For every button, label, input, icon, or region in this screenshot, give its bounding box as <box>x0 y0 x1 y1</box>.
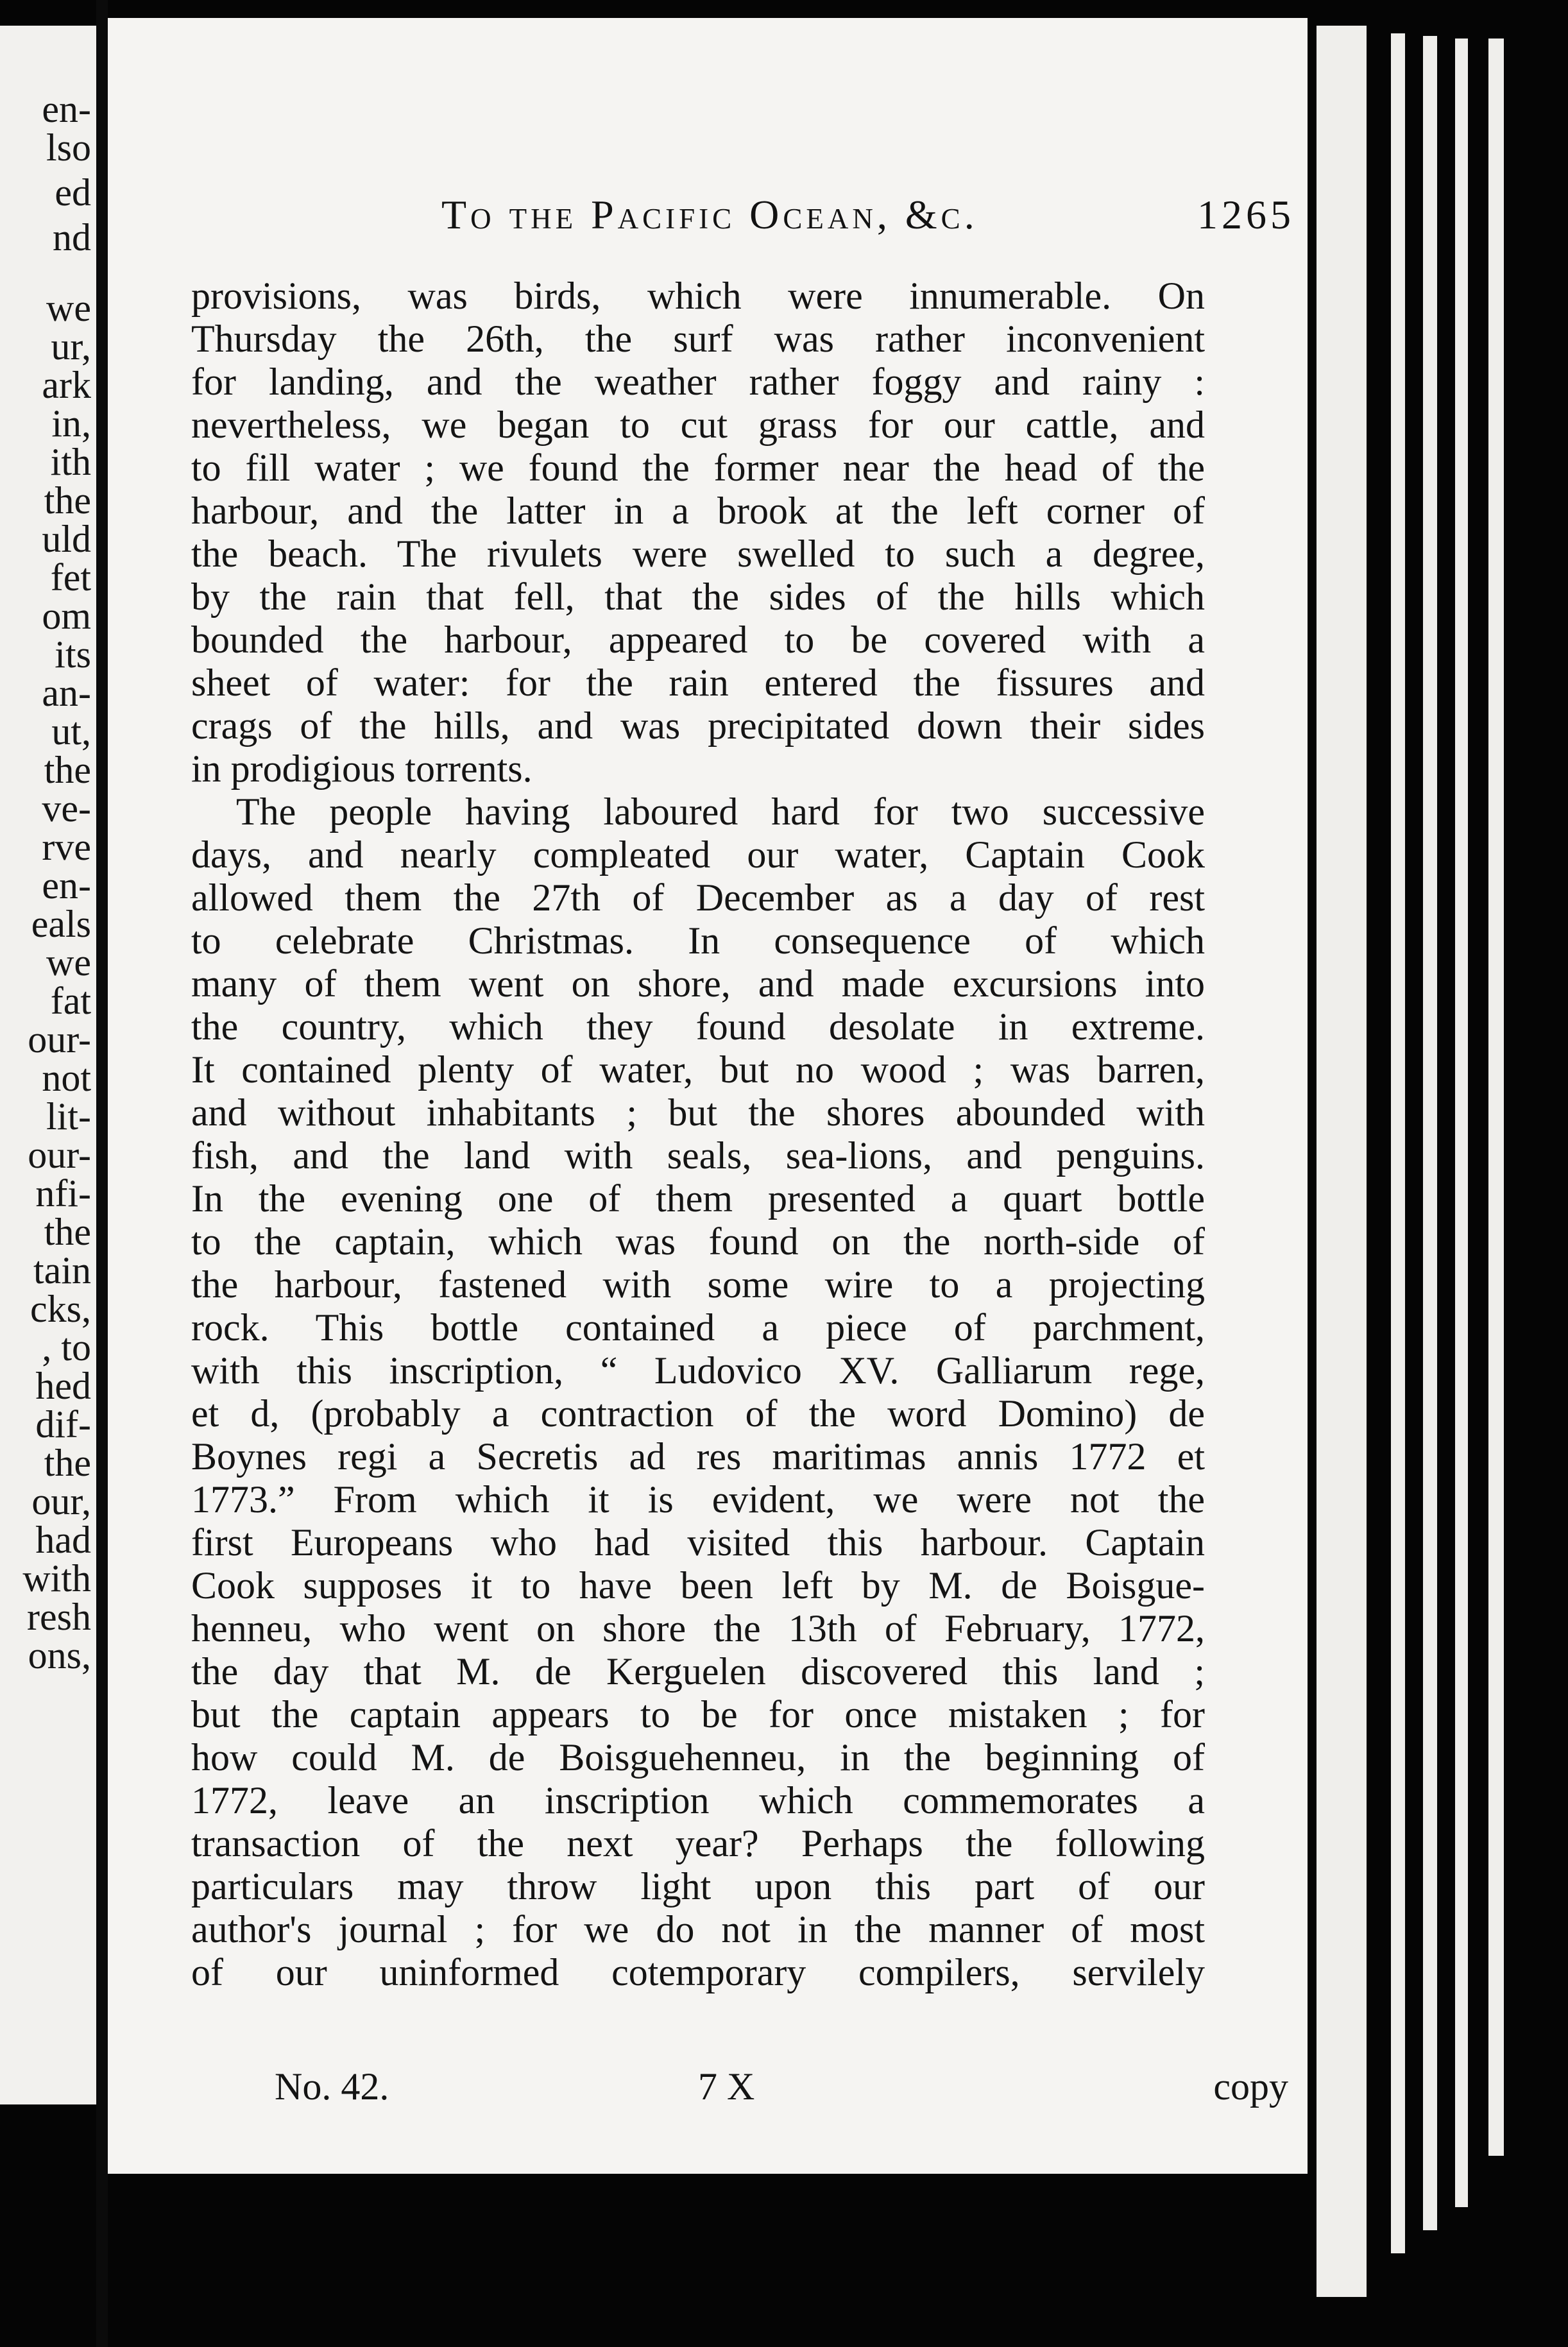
facing-page-line: we <box>46 941 91 984</box>
facing-page-line: our- <box>28 1134 91 1176</box>
facing-page-line: fat <box>50 980 91 1022</box>
text-line: of our uninformed cotemporary compilers, servilely <box>191 1951 1205 1993</box>
text-line: In the evening one of them presented a quart bottle <box>191 1177 1205 1220</box>
text-line: bounded the harbour, appeared to be covered with a <box>191 619 1205 661</box>
facing-page-line: lit- <box>46 1095 91 1138</box>
body-text <box>191 275 1205 1994</box>
facing-page-line: en- <box>42 88 91 130</box>
text-line: allowed them the 27th of December as a day of rest <box>191 876 1205 919</box>
text-line: the harbour, fastened with some wire to a projecting <box>191 1263 1205 1306</box>
text-line: the day that M. de Kerguelen discovered this land ; <box>191 1650 1205 1693</box>
text-line: fish, and the land with seals, sea-lions, and penguins. <box>191 1134 1205 1177</box>
text-line: the beach. The rivulets were swelled to such a degree, <box>191 533 1205 575</box>
text-line: henneu, who went on shore the 13th of February, 1772, <box>191 1607 1205 1650</box>
text-line: The people having laboured hard for two successive <box>236 790 1205 833</box>
facing-page-line: ed <box>55 171 91 214</box>
facing-page-line: ut, <box>51 710 91 753</box>
facing-page-line: our, <box>31 1480 91 1523</box>
text-line: to the captain, which was found on the north-side of <box>191 1220 1205 1263</box>
facing-page-line: in, <box>51 402 91 445</box>
facing-page-line: ve- <box>42 787 91 830</box>
page-edge <box>1391 33 1405 2253</box>
page-edge <box>1317 26 1367 2297</box>
text-line: transaction of the next year? Perhaps the following <box>191 1822 1205 1865</box>
facing-page-line: tain <box>33 1249 91 1292</box>
catchword: copy <box>1213 2065 1288 2108</box>
facing-page-line: had <box>35 1519 91 1561</box>
text-line: It contained plenty of water, but no wood ; was barren, <box>191 1048 1205 1091</box>
text-line: with this inscription, “ Ludovico XV. Galliarum rege, <box>191 1349 1205 1392</box>
facing-page-line: hed <box>35 1365 91 1407</box>
facing-page-line: eals <box>31 903 91 945</box>
page-edge <box>1488 38 1504 2156</box>
text-line: 1772, leave an inscription which commemorates a <box>191 1779 1205 1822</box>
facing-page-line: our- <box>28 1018 91 1061</box>
binding-gutter <box>96 0 108 2347</box>
facing-page-line: dif- <box>35 1403 91 1446</box>
text-line: how could M. de Boisguehenneu, in the beginning of <box>191 1736 1205 1779</box>
facing-page-line: om <box>42 595 91 637</box>
text-line: and without inhabitants ; but the shores abounded with <box>191 1091 1205 1134</box>
facing-page-line: resh <box>27 1596 91 1638</box>
text-line: many of them went on shore, and made excursions into <box>191 962 1205 1005</box>
facing-page-line: the <box>44 479 91 522</box>
facing-page-line: ith <box>50 441 91 483</box>
page-edge <box>1455 38 1468 2207</box>
running-title: To the Pacific Ocean, &c. <box>441 192 978 237</box>
facing-page-line: ons, <box>28 1634 91 1677</box>
text-line: author's journal ; for we do not in the manner of most <box>191 1908 1205 1950</box>
facing-page-line: ark <box>42 364 91 406</box>
facing-page-line: an- <box>42 672 91 714</box>
text-line: Thursday the 26th, the surf was rather inconvenient <box>191 318 1205 360</box>
text-line: first Europeans who had visited this harbour. Captain <box>191 1521 1205 1564</box>
facing-page-line: rve <box>42 826 91 868</box>
text-line: sheet of water: for the rain entered the fissures and <box>191 661 1205 704</box>
signature-mark: No. 42. <box>275 2065 389 2108</box>
facing-page-line: its <box>55 633 91 676</box>
page-edge <box>1423 36 1437 2230</box>
facing-page-line: nfi- <box>35 1172 91 1215</box>
facing-page-line: ur, <box>51 325 91 368</box>
page-number: 1265 <box>1197 192 1295 237</box>
text-line: provisions, was birds, which were innumerable. On <box>191 275 1205 317</box>
text-line: rock. This bottle contained a piece of parchment, <box>191 1306 1205 1349</box>
facing-page-line: with <box>22 1557 91 1600</box>
text-line: harbour, and the latter in a brook at the left corner of <box>191 490 1205 532</box>
text-line: days, and nearly compleated our water, Captain Cook <box>191 833 1205 876</box>
text-line: et d, (probably a contraction of the word Domino) de <box>191 1392 1205 1435</box>
facing-page-line: the <box>44 749 91 791</box>
text-line: 1773.” From which it is evident, we were not the <box>191 1478 1205 1521</box>
running-header <box>441 191 1295 239</box>
text-line: to celebrate Christmas. In consequence of which <box>191 919 1205 962</box>
facing-page-line: nd <box>53 216 91 259</box>
facing-page-line: lso <box>46 126 91 169</box>
facing-page-line: cks, <box>30 1288 91 1330</box>
facing-page-line: , to <box>42 1326 91 1369</box>
facing-page-fragment <box>0 26 96 2104</box>
text-line: for landing, and the weather rather foggy and rainy : <box>191 361 1205 403</box>
book-page <box>108 18 1308 2174</box>
facing-page-line: we <box>46 287 91 329</box>
text-line: to fill water ; we found the former near the head of the <box>191 447 1205 489</box>
text-line: the country, which they found desolate in extreme. <box>191 1005 1205 1048</box>
text-line: by the rain that fell, that the sides of the hills which <box>191 576 1205 618</box>
facing-page-line: the <box>44 1442 91 1484</box>
facing-page-line: uld <box>42 518 91 560</box>
gathering-mark: 7 X <box>698 2065 755 2108</box>
text-line: Cook supposes it to have been left by M. de Boisgue- <box>191 1564 1205 1607</box>
facing-page-line: not <box>42 1057 91 1099</box>
text-line: crags of the hills, and was precipitated down their sides <box>191 704 1205 747</box>
text-line: Boynes regi a Secretis ad res maritimas annis 1772 et <box>191 1435 1205 1478</box>
text-line: but the captain appears to be for once mistaken ; for <box>191 1693 1205 1736</box>
facing-page-line: fet <box>50 556 91 599</box>
text-line: in prodigious torrents. <box>191 747 533 790</box>
text-line: nevertheless, we began to cut grass for our cattle, and <box>191 404 1205 446</box>
text-line: particulars may throw light upon this part of our <box>191 1865 1205 1907</box>
facing-page-line: the <box>44 1211 91 1253</box>
facing-page-line: en- <box>42 864 91 907</box>
